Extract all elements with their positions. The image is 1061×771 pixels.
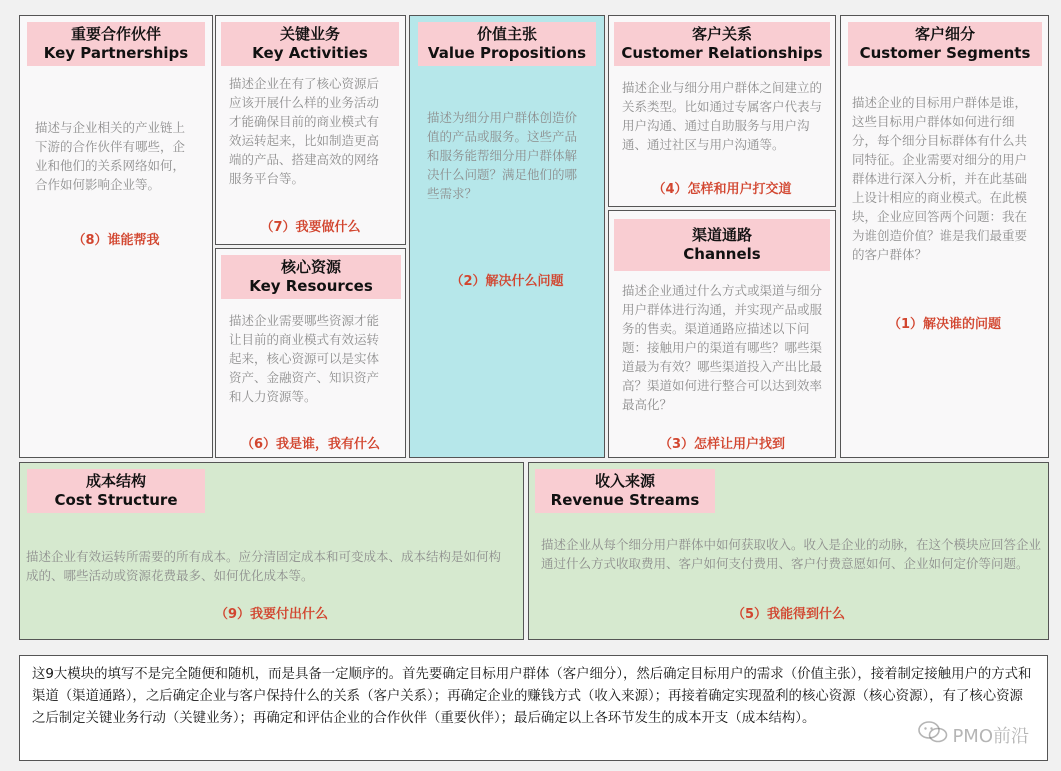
key-activities-question: （7）我要做什么 <box>260 220 361 235</box>
cost-structure-description: 描述企业有效运转所需要的所有成本。应分清固定成本和可变成本、成本结构是如何构成的、哪些活动或资源花费最多、如何优化成本等。 <box>26 549 502 583</box>
key-resources-block <box>215 248 406 458</box>
value-propositions-description: 描述为细分用户群体创造价值的产品或服务。这些产品和服务能帮细分用户群体解决什么问题？满足他们的哪些需求？ <box>427 110 578 201</box>
key-resources-header <box>221 255 401 299</box>
value-propositions-title-zh: 价值主张 <box>476 25 537 43</box>
channels-description: 描述企业通过什么方式或渠道与细分用户群体进行沟通，并实现产品或服务的售卖。渠道通路应描述以下问题：接触用户的渠道有哪些？哪些渠道最为有效？哪些渠道投入产出比最高？渠道如何进行整合可以达到效率最高化？ <box>622 283 823 412</box>
wechat-icon <box>918 720 952 749</box>
cost-structure-title-en: Cost Structure <box>54 491 178 509</box>
watermark-text: PMO前沿 <box>952 725 1029 747</box>
customer-segments-description: 描述企业的目标用户群体是谁，这些目标用户群体如何进行细分，每个细分目标群体有什么共同特征。企业需要对细分的用户群体进行深入分析，并在此基础上设计相应的商业模式。在此模块，企业应回答两个问题：我在为谁创造价值？谁是我们最重要的客户群体？ <box>852 95 1028 262</box>
cost-structure-block <box>19 462 524 640</box>
customer-relationships-description: 描述企业与细分用户群体之间建立的关系类型。比如通过专属客户代表与用户沟通、通过自助服务与用户沟通、通过社区与用户沟通等。 <box>622 80 823 152</box>
customer-relationships-title-en: Customer Relationships <box>621 44 823 62</box>
channels-header <box>614 219 830 271</box>
cost-structure-title-zh: 成本结构 <box>85 472 146 490</box>
channels-title-en: Channels <box>683 245 761 263</box>
key-resources-title-zh: 核心资源 <box>280 258 341 276</box>
customer-relationships-question: （4）怎样和用户打交道 <box>652 182 792 197</box>
revenue-streams-title-zh: 收入来源 <box>594 472 655 490</box>
key-activities-block <box>215 15 406 245</box>
channels-title-zh: 渠道通路 <box>691 226 752 244</box>
cost-structure-header <box>27 469 205 513</box>
customer-relationships-header <box>614 22 830 66</box>
channels-block <box>608 210 836 458</box>
key-partnerships-question: （8）谁能帮我 <box>72 233 160 248</box>
customer-segments-header <box>848 22 1042 66</box>
value-propositions-header <box>418 22 596 66</box>
customer-relationships-title-zh: 客户关系 <box>691 25 752 43</box>
value-propositions-block <box>409 15 605 458</box>
key-activities-header <box>221 22 399 66</box>
key-partnerships-title-en: Key Partnerships <box>43 44 189 62</box>
customer-relationships-block <box>608 15 836 207</box>
key-resources-description: 描述企业需要哪些资源才能让目前的商业模式有效运转起来，核心资源可以是实体资产、金融资产、知识资产和人力资源等。 <box>229 313 380 404</box>
cost-structure-question: （9）我要付出什么 <box>214 607 329 622</box>
key-partnerships-title-zh: 重要合作伙伴 <box>70 25 161 43</box>
channels-question: （3）怎样让用户找到 <box>658 437 786 452</box>
revenue-streams-description: 描述企业从每个细分用户群体中如何获取收入。收入是企业的动脉，在这个模块应回答企业通过什么方式收取费用、客户如何支付费用、客户付费意愿如何、企业如何定价等问题。 <box>541 537 1042 571</box>
customer-segments-title-en: Customer Segments <box>859 44 1031 62</box>
value-propositions-title-en: Value Propositions <box>427 44 587 62</box>
customer-segments-block <box>840 15 1049 458</box>
revenue-streams-header <box>535 469 715 513</box>
key-partnerships-block <box>19 15 213 458</box>
order-note <box>19 655 1048 761</box>
revenue-streams-question: （5）我能得到什么 <box>731 607 846 622</box>
key-activities-description: 描述企业在有了核心资源后应该开展什么样的业务活动才能确保目前的商业模式有效运转起来，比如制造更高端的产品、搭建高效的网络服务平台等。 <box>229 76 380 186</box>
value-propositions-question: （2）解决什么问题 <box>450 274 564 289</box>
order-note-text: 这9大模块的填写不是完全随便和随机，而是具备一定顺序的。首先要确定目标用户群体（客户细分），然后确定目标用户的需求（价值主张），接着制定接触用户的方式和渠道（渠道通路），之后确定企业与客户保持什么的关系（客户关系）；再确定企业的赚钱方式（收入来源）；再接着确定实现盈利的核心资源（核心资源），有了核心资源之后制定关键业务行动（关键业务）；再确定和评估企业的合作伙伴（重要伙伴）；最后确定以上各环节发生的成本开支（成本结构）。 <box>32 667 1032 726</box>
revenue-streams-title-en: Revenue Streams <box>550 491 700 509</box>
revenue-streams-block <box>528 462 1049 640</box>
key-partnerships-description: 描述与企业相关的产业链上下游的合作伙伴有哪些，企业和他们的关系网络如何，合作如何影响企业等。 <box>35 120 186 192</box>
key-resources-title-en: Key Resources <box>249 277 373 295</box>
customer-segments-question: （1）解决谁的问题 <box>887 317 1002 332</box>
key-partnerships-header <box>27 22 205 66</box>
key-activities-title-en: Key Activities <box>252 44 368 62</box>
key-activities-title-zh: 关键业务 <box>279 25 340 43</box>
key-resources-question: （6）我是谁，我有什么 <box>240 437 381 452</box>
watermark <box>918 720 1029 749</box>
customer-segments-title-zh: 客户细分 <box>914 25 975 43</box>
